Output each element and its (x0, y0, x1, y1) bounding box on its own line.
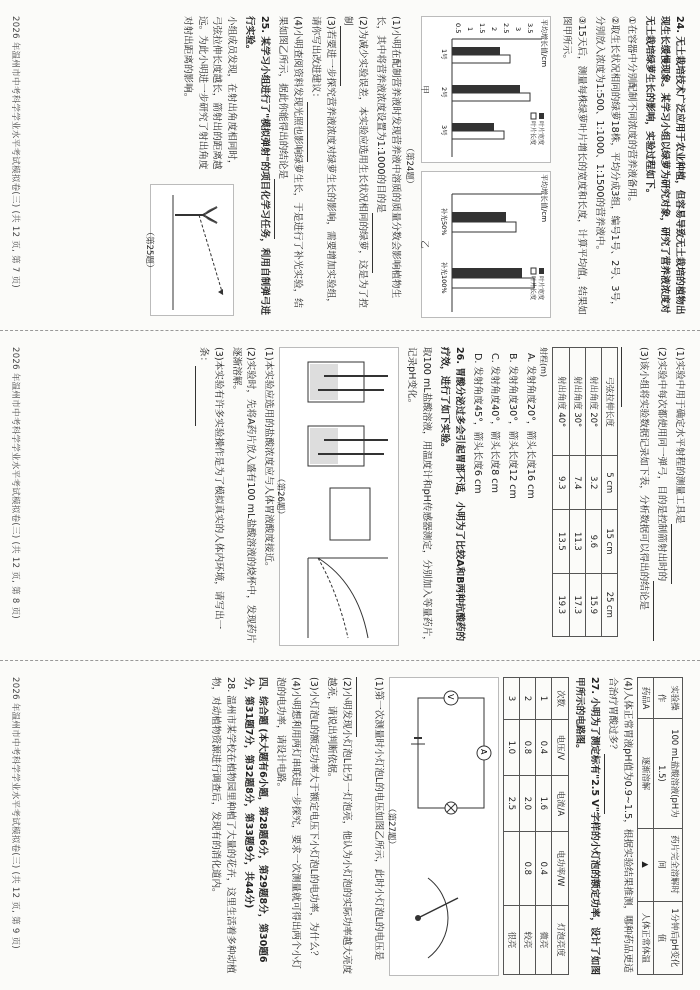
table-row (504, 678, 520, 975)
option-d[interactable]: D. 发射角度45°，箭头长度6 cm (471, 353, 483, 494)
q24-fig-label: （第24题） (404, 143, 415, 189)
answer-blank[interactable] (604, 754, 615, 814)
table-cell: 17.3 (569, 573, 585, 636)
chart-yi-caption: 乙 (419, 240, 430, 249)
table-header: 电压/V (552, 719, 568, 775)
table-cell: 3.2 (585, 456, 601, 510)
table-row (637, 678, 653, 975)
table-header: 1分钟后pH变化值 (653, 901, 682, 974)
chart-yi-ylabel: 平均增长值/cm (540, 174, 549, 223)
table-header: 灯泡亮度 (552, 905, 568, 974)
table-cell: 13.5 (553, 510, 569, 573)
table-cell: 较亮 (520, 905, 536, 974)
page-footer: 2026 年温州市中考科学学业水平考试模拟卷(三) (共 12 页, 第 7 页) (10, 16, 21, 289)
table-header: 弓弦拉伸长度 (601, 348, 617, 456)
q24-sub1: (1)小明在配制营养液时发现营养液中溶质的质量分数会影响植物生长，其中将营养液浓度设置为1:1000的目的是 (372, 16, 402, 316)
table-row (585, 348, 601, 637)
q27-title: 27. 小明为了测定标有"2.5 V"字样的小灯泡的额定功率，设计了如图甲所示的电路图。 (574, 677, 601, 975)
table-cell: 药品A (637, 678, 653, 719)
table-cell: 2.5 (504, 775, 520, 831)
table-row (536, 678, 552, 975)
q27-sub4: (4)小明想利用两灯串联进一步探究，要求一次测量就可得出两个小灯泡的电功率，请设计电路。 (275, 677, 302, 969)
slingshot-figure (144, 184, 234, 316)
q25-sub2: (2)实验中每次都使用同一弹弓，目的是控制箭射出时的 (653, 347, 668, 646)
slingshot-svg (163, 185, 233, 315)
table-note: 射程(m) (539, 347, 549, 378)
q26-svg (294, 348, 398, 646)
chart-jia-bar (452, 85, 520, 93)
chart-yi-bar (452, 222, 516, 232)
q25-sub3: (3)该小组将实验数据记录如下表，分析数据可以得出的结论是 (621, 347, 651, 646)
chart-jia-ytick: 1.5 (478, 23, 487, 34)
q24-step2: ②取生长状况相同的绿萝18株，平均分成3组，编号1号、2号、3号，分别放入浓度为1:500、1:1000、1:1500的营养液中。 (593, 16, 620, 311)
page-footer: 2026 年温州市中考科学学业水平考试模拟卷(三) (共 12 页, 第 8 页) (10, 347, 21, 620)
chart-jia-ytick: 0.5 (454, 23, 463, 34)
chart-jia-ytick: 1 (466, 27, 475, 32)
chart-jia-bar (452, 93, 530, 101)
table-cell: 0.8 (520, 831, 536, 905)
table-header: 25 cm (601, 573, 617, 636)
q26-sub4: (4)人体正常胃液pH值为0.9~1.5，根据实验结果推测，哪种药品更适合治疗胃酸过多？ (604, 677, 634, 976)
table-cell: 2.0 (520, 775, 536, 831)
table-cell: 19.3 (553, 573, 569, 636)
chart-jia-bar (452, 123, 494, 131)
svg-text:V: V (446, 694, 456, 700)
section-four-title: 四、综合题 (本大题有6小题，第28题6分，第29题8分，第30题6分，第31题7分，第32题8分，第33题9分，共44分) (242, 677, 269, 963)
table-header: 次数 (552, 678, 568, 720)
table-header: 5 cm (601, 456, 617, 510)
answer-blank[interactable] (356, 677, 367, 737)
answer-blank[interactable] (372, 213, 383, 273)
chart-jia-ytick: 2 (490, 27, 499, 32)
table-header: 药片完全溶解时间 (653, 828, 682, 901)
table-cell: 微亮 (536, 905, 552, 974)
q25-fig-label: （第25题） (144, 227, 155, 273)
chart-jia-bar (452, 47, 500, 55)
chart-yi-legend: 叶片长度 (529, 276, 537, 301)
table-cell: ▲ (637, 828, 653, 901)
chart-yi-svg (438, 172, 550, 317)
q27-sub1: (1)第一次测量时小灯泡L的电压如图乙所示，此时小灯泡L的电压是 (356, 677, 386, 976)
answer-blank[interactable] (671, 524, 682, 584)
table-cell: 逐渐溶解 (637, 719, 653, 828)
chart-jia-legend: 叶片长度 (529, 121, 537, 146)
table-cell: 15.9 (585, 573, 601, 636)
chart-jia-ylabel: 平均增长值/cm (540, 19, 549, 68)
chart-yi-xlabel: 补光50% (440, 208, 449, 236)
svg-text:A: A (479, 749, 489, 755)
table-cell: 很亮 (504, 905, 520, 974)
q27-fig-label: （第27题） (385, 804, 396, 849)
table-header: 实验操作 (653, 678, 682, 719)
chart-jia-xlabel: 2号 (440, 87, 449, 98)
q26-sub3: (3)本实验有许多实验操作是为了模拟真实的人体内环境，请写出一条： (195, 347, 225, 646)
table-cell: 0.8 (520, 719, 536, 775)
q26-figure (275, 347, 399, 646)
q25-block (146, 16, 238, 316)
table-row (569, 348, 585, 637)
table-header: 100 mL盐酸溶液(pH为1.5) (653, 719, 682, 828)
page-7 (0, 0, 700, 330)
table-cell: 0.4 (536, 719, 552, 775)
table-cell: 射出角度 40° (553, 348, 569, 456)
table-cell: 9.6 (585, 510, 601, 573)
q24-title: 24. 无土栽培技术广泛应用于农业种植，但容易导致无土栽培的植物出现生长缓慢现象。某学习小组以绿萝为研究对象，研究了营养液浓度对无土栽培绿萝生长的影响，实验过程如下。 (644, 16, 685, 315)
q27-sub3: (3)小灯泡L的额定功率大于额定电压下小灯泡L的电功率，为什么？ (308, 677, 320, 961)
table-cell: 人体正常体温 (637, 901, 653, 974)
answer-blank[interactable] (195, 366, 206, 426)
answer-blank[interactable] (307, 102, 318, 162)
chart-yi (421, 171, 551, 318)
chart-yi-bar (452, 278, 534, 288)
table-cell: 0.4 (536, 831, 552, 905)
option-b[interactable]: B. 发射角度30°，箭头长度12 cm (507, 353, 519, 499)
q25-sub1: (1)实验中用于确定水平射程的测量工具是 (671, 347, 686, 646)
table-header-row (552, 678, 568, 975)
answer-blank[interactable] (653, 581, 664, 641)
table-header: 电功率/W (552, 831, 568, 905)
q26-sub1: (1)本实验应选用的盐酸浓度应与人体胃液酸度接近。 (263, 347, 275, 572)
table-header: 15 cm (601, 510, 617, 573)
table-cell: 7.4 (569, 456, 585, 510)
page-8 (0, 330, 700, 660)
q27-figure (385, 677, 499, 976)
table-cell: 1.0 (504, 719, 520, 775)
q26-sub2: (2)实验时，先将A药片放入盛有100 mL盐酸溶液的烧杯中，发现药片逐渐溶解。 (230, 347, 257, 644)
table-row (520, 678, 536, 975)
chart-jia-bar (452, 55, 510, 63)
chart-jia-bar (452, 131, 504, 139)
chart-jia-legend: 叶片宽度 (537, 121, 545, 146)
chart-jia-svg (438, 17, 550, 162)
chart-jia-ytick: 3.5 (526, 23, 535, 34)
q24-figures (417, 16, 555, 316)
table-header-row (653, 678, 682, 975)
range-table (553, 347, 618, 637)
q26-text: 取100 mL盐酸溶液，用温度计和pH传感器测定，分别加入等量药片，记录pH变化。 (406, 347, 432, 646)
page-footer: 2026 年温州市中考科学学业水平考试模拟卷(三) (共 12 页, 第 9 页) (10, 677, 21, 950)
table-header-row (601, 348, 617, 637)
table-cell: 11.3 (569, 510, 585, 573)
q26-fig-label: （第26题） (275, 474, 286, 519)
q28-text: 28. 温州市某学校在植物园里种植了大量的花卉，这里生活着多种动植物，对动植物资源进行调查后，发现有的消化道内。 (209, 677, 236, 974)
answer-blank[interactable] (621, 347, 632, 407)
circuit-svg (404, 678, 498, 976)
chart-yi-bar (452, 212, 506, 222)
answer-blank[interactable] (340, 26, 351, 86)
table-cell: 1 (536, 678, 552, 720)
q24-step3: ③15天后，测量每株绿萝叶片增长的宽度和长度，计算平均值，结果如图甲所示。 (560, 16, 587, 316)
q24-sub4: (4)小明查阅资料发现光照也影响绿萝生长，于是进行了补光实验，结果如图乙所示，据此你能得出的结论是 (274, 16, 304, 316)
chart-jia-xlabel: 1号 (440, 49, 449, 60)
chart-jia-ytick: 3 (514, 27, 523, 32)
table-cell: 1.6 (536, 775, 552, 831)
table-row (553, 348, 569, 637)
page-9 (0, 660, 700, 990)
chart-jia-xlabel: 3号 (440, 125, 449, 136)
table-cell: 2 (520, 678, 536, 720)
q26-title: 26. 胃酸分泌过多会引起胃部不适，小明为了比较A和B两种抗酸药的疗效，进行了如下实验。 (438, 347, 465, 642)
chart-jia-ytick: 2.5 (502, 23, 511, 34)
q24-step1: ①在容器中分别配制不同浓度的营养液备用。 (626, 16, 638, 207)
table-cell: 射出角度 30° (569, 348, 585, 456)
table-cell: 射出角度 20° (585, 348, 601, 456)
circuit-table (503, 677, 568, 975)
q25-title: 25. 某学习小组进行了"模拟弹射"的项目化学习任务，利用自制弹弓进行实验。 (244, 16, 271, 315)
q25-text: 小组成员发现，在射出角度相同时，弓弦拉伸长度越长，箭射出的距离越远。为此小明进一步研究了射出角度对射出距离的影响。 (181, 16, 238, 170)
table-header: 电流/A (552, 775, 568, 831)
option-a[interactable]: A. 发射角度20°，箭头长度16 cm (525, 353, 537, 499)
chart-yi-xlabel: 补光100% (440, 262, 449, 294)
option-c[interactable]: C. 发射角度40°，箭头长度8 cm (489, 353, 501, 493)
drug-table (637, 677, 683, 975)
table-cell: 9.3 (553, 456, 569, 510)
chart-jia (421, 16, 551, 163)
table-cell (504, 831, 520, 905)
chart-yi-legend: 叶片宽度 (537, 276, 545, 301)
chart-yi-bar (452, 268, 522, 278)
q27-sub2: (2)小明发现小灯泡L比另一灯泡亮，他认为小灯泡的实际功率越大亮度越亮，请说出判断依据。 (325, 677, 352, 975)
q24-sub3: (3)若要进一步探究营养液浓度对绿萝生长的影响，需要增加实验组，请你写出改进建议： (307, 16, 337, 316)
table-cell: 3 (504, 678, 520, 720)
answer-blank[interactable] (274, 179, 285, 239)
q24-sub2: (2)为减少实验误差，本实验应选用生长状况相同的绿萝，这是为了控制 (340, 16, 370, 316)
chart-jia-caption: 甲 (419, 85, 430, 94)
